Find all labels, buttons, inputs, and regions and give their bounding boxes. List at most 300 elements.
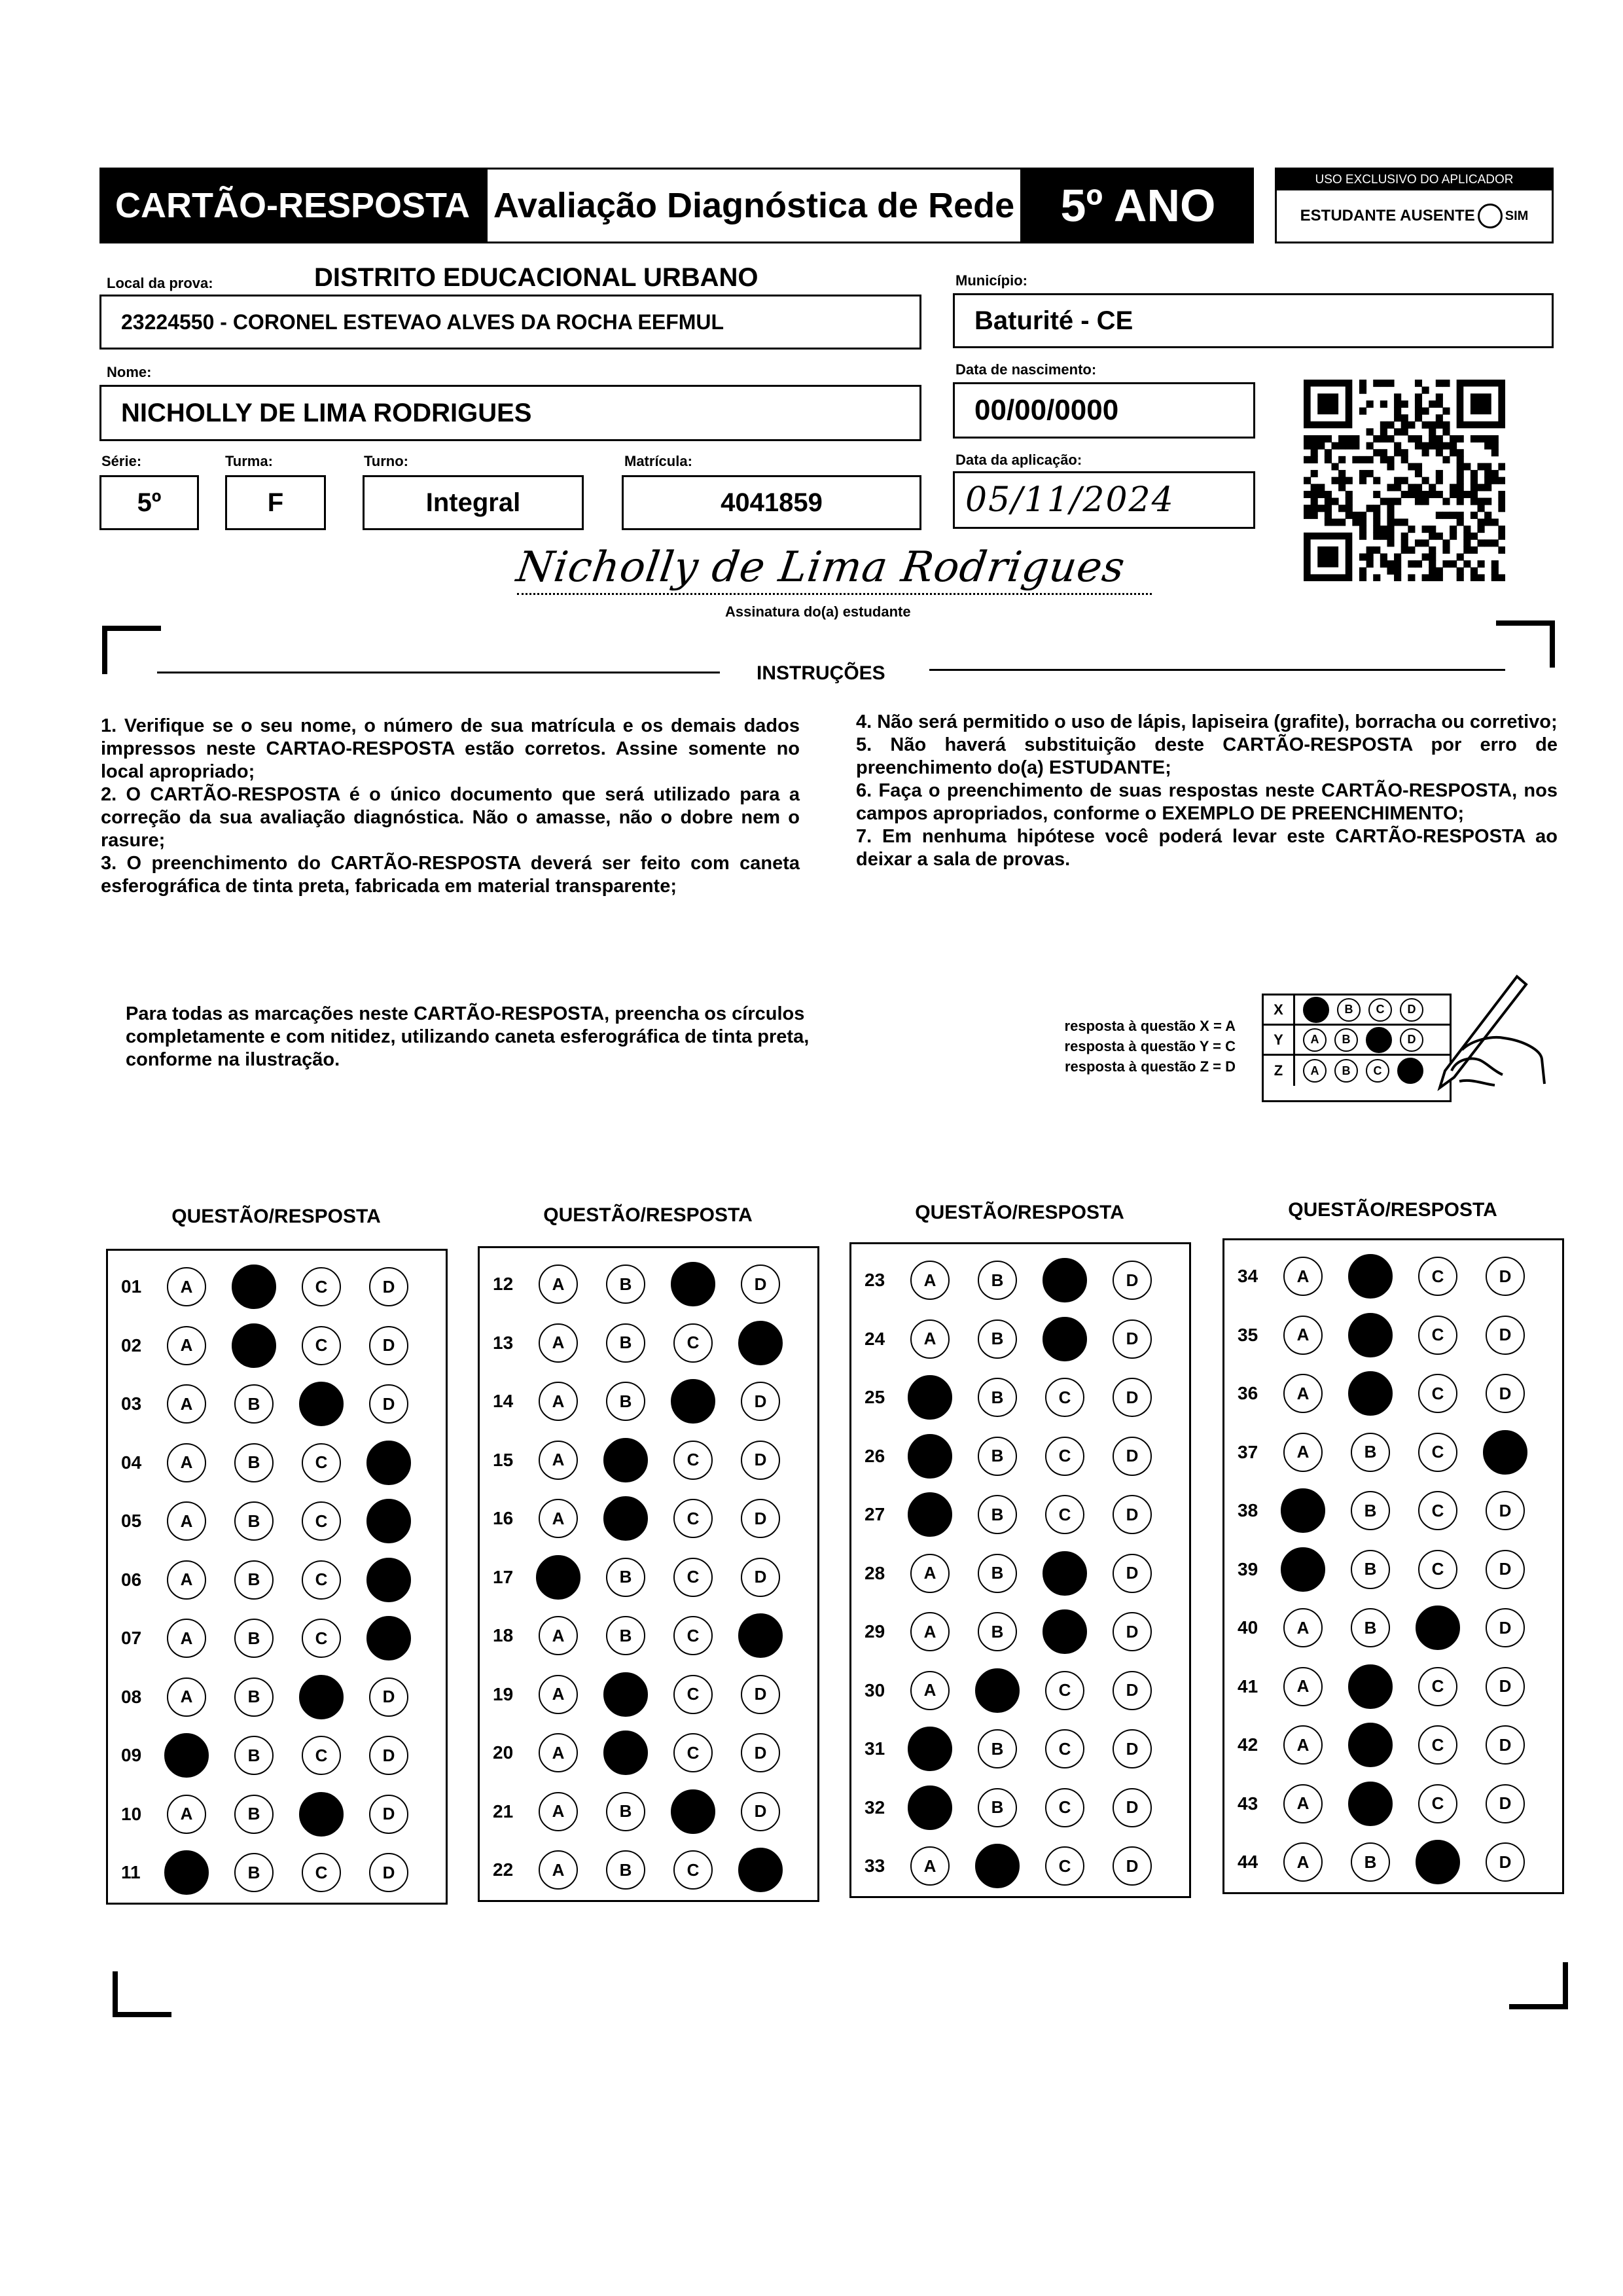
qr-module — [1366, 442, 1374, 450]
answer-bubble-a[interactable]: A — [910, 1671, 950, 1710]
answer-bubble-b[interactable]: B — [234, 1560, 274, 1600]
answer-bubble-a[interactable]: A — [910, 1261, 950, 1300]
qr-module — [1478, 463, 1485, 470]
answer-bubble-a[interactable]: A — [1283, 1374, 1323, 1413]
answer-bubble-d[interactable]: D — [1486, 1725, 1525, 1765]
answer-bubble-a[interactable]: A — [167, 1677, 206, 1717]
qr-module — [1394, 407, 1401, 414]
answer-bubble-c[interactable]: C — [673, 1499, 713, 1538]
answer-bubble-b[interactable] — [1348, 1371, 1393, 1416]
answer-bubble-b[interactable] — [1348, 1313, 1393, 1357]
qr-module — [1429, 484, 1436, 491]
answer-bubble-d[interactable]: D — [369, 1384, 408, 1424]
qr-module — [1387, 518, 1394, 526]
qr-module — [1478, 574, 1485, 581]
answer-bubble-b[interactable] — [1348, 1782, 1393, 1826]
qr-module — [1498, 526, 1505, 533]
card-title: CARTÃO-RESPOSTA — [99, 168, 486, 243]
answer-bubble-a[interactable] — [164, 1733, 209, 1778]
question-row — [108, 1498, 446, 1544]
answer-bubble-b[interactable] — [1348, 1723, 1393, 1767]
answer-bubble-a[interactable]: A — [910, 1612, 950, 1651]
answer-bubble-c[interactable] — [299, 1675, 344, 1719]
answer-bubble-b[interactable]: B — [234, 1384, 274, 1424]
answer-bubble-c[interactable] — [1043, 1258, 1087, 1302]
qr-module — [1442, 512, 1450, 519]
answer-bubble-a[interactable]: A — [167, 1443, 206, 1482]
answer-bubble-a[interactable]: A — [910, 1319, 950, 1359]
answer-bubble-b[interactable]: B — [234, 1677, 274, 1717]
qr-module — [1401, 428, 1408, 435]
instructions-rule-right — [929, 669, 1505, 671]
answer-bubble-d[interactable]: D — [1113, 1846, 1152, 1886]
answer-bubble-d[interactable]: D — [369, 1736, 408, 1775]
answer-bubble-a[interactable]: A — [539, 1850, 578, 1890]
aplicacao-label: Data da aplicação: — [955, 452, 1082, 468]
qr-module — [1491, 442, 1499, 450]
answer-bubble-d[interactable]: D — [369, 1326, 408, 1365]
question-row — [108, 1440, 446, 1486]
qr-module — [1457, 554, 1464, 561]
qr-module — [1338, 484, 1346, 491]
answer-bubble-d[interactable]: D — [1486, 1316, 1525, 1355]
qr-module — [1457, 470, 1464, 477]
answer-bubble-a[interactable] — [536, 1555, 580, 1600]
answer-bubble-c[interactable]: C — [302, 1501, 341, 1541]
nascimento-field[interactable]: 00/00/0000 — [953, 382, 1255, 439]
qr-module — [1366, 554, 1374, 561]
answer-bubble-d[interactable]: D — [1486, 1842, 1525, 1882]
answer-bubble-b[interactable]: B — [1351, 1842, 1390, 1882]
answer-bubble-a[interactable] — [164, 1850, 209, 1895]
qr-module — [1442, 380, 1450, 387]
answer-bubble-b[interactable]: B — [978, 1319, 1017, 1359]
answer-bubble-c[interactable] — [671, 1262, 715, 1306]
question-row — [1224, 1312, 1562, 1358]
aplicacao-field[interactable]: 05/11/2024 — [953, 471, 1255, 529]
answer-bubble-b[interactable]: B — [1351, 1491, 1390, 1530]
answer-bubble-c[interactable] — [671, 1379, 715, 1424]
answer-bubble-a[interactable] — [908, 1727, 952, 1771]
qr-module — [1463, 463, 1471, 470]
answer-bubble-d[interactable]: D — [1486, 1667, 1525, 1706]
answer-bubble-b[interactable]: B — [606, 1265, 645, 1304]
answer-column-3 — [849, 1242, 1191, 1898]
answer-bubble-d[interactable]: D — [1113, 1495, 1152, 1534]
answer-bubble-a[interactable]: A — [1283, 1608, 1323, 1647]
answer-bubble-b[interactable]: B — [606, 1850, 645, 1890]
answer-bubble-b[interactable]: B — [978, 1729, 1017, 1768]
answer-bubble-d[interactable]: D — [741, 1265, 780, 1304]
answer-bubble-b[interactable] — [1348, 1664, 1393, 1709]
answer-bubble-a[interactable]: A — [539, 1441, 578, 1480]
qr-module — [1457, 463, 1464, 470]
answer-bubble-a[interactable]: A — [539, 1265, 578, 1304]
qr-module — [1415, 498, 1422, 505]
qr-module — [1373, 512, 1380, 519]
answer-column-2 — [478, 1246, 819, 1902]
answer-bubble-c[interactable]: C — [1418, 1784, 1457, 1823]
turno-field[interactable]: Integral — [363, 475, 584, 530]
answer-bubble-d[interactable] — [366, 1558, 411, 1602]
qr-module — [1415, 407, 1422, 414]
qr-module — [1429, 574, 1436, 581]
qr-module — [1325, 435, 1332, 442]
qr-module — [1401, 533, 1408, 540]
qr-module — [1359, 380, 1366, 387]
answer-bubble-b[interactable]: B — [606, 1382, 645, 1421]
answer-bubble-a[interactable]: A — [539, 1499, 578, 1538]
answer-bubble-d[interactable]: D — [1113, 1612, 1152, 1651]
answer-bubble-b[interactable]: B — [1351, 1608, 1390, 1647]
qr-module — [1436, 414, 1443, 422]
question-row — [480, 1378, 817, 1424]
answer-bubble-c[interactable]: C — [302, 1560, 341, 1600]
question-row — [1224, 1781, 1562, 1827]
example-row-label: X — [1264, 996, 1295, 1024]
answer-bubble-c[interactable] — [671, 1789, 715, 1834]
answer-bubble-d[interactable] — [1483, 1430, 1527, 1475]
answer-bubble-a[interactable]: A — [167, 1501, 206, 1541]
qr-module — [1359, 567, 1366, 575]
answer-bubble-b[interactable]: B — [978, 1554, 1017, 1593]
answer-bubble-c[interactable]: C — [1418, 1725, 1457, 1765]
instruction-7: 7. Em nenhuma hipótese você poderá levar este CARTÃO-RESPOSTA ao deixar a sala de provas. — [856, 826, 1558, 870]
answer-bubble-d[interactable]: D — [1113, 1554, 1152, 1593]
answer-bubble-c[interactable]: C — [1418, 1316, 1457, 1355]
answer-bubble-d[interactable]: D — [741, 1382, 780, 1421]
answer-bubble-c[interactable]: C — [1418, 1257, 1457, 1296]
qr-module — [1304, 435, 1311, 442]
answer-bubble-c[interactable]: C — [1418, 1667, 1457, 1706]
qr-module — [1373, 547, 1380, 554]
answer-bubble-c[interactable]: C — [673, 1616, 713, 1655]
answer-bubble-a[interactable]: A — [1283, 1725, 1323, 1765]
qr-module — [1338, 518, 1346, 526]
qr-module — [1478, 498, 1485, 505]
answer-bubble-c[interactable] — [1416, 1605, 1460, 1650]
answer-column-1 — [106, 1249, 448, 1905]
answer-bubble-a[interactable]: A — [167, 1619, 206, 1658]
qr-module — [1429, 567, 1436, 575]
instructions-left — [101, 715, 800, 898]
answer-bubble-a[interactable]: A — [1283, 1257, 1323, 1296]
answer-bubble-c[interactable]: C — [1418, 1374, 1457, 1413]
qr-module — [1408, 574, 1415, 581]
answer-bubble-c[interactable]: C — [1045, 1495, 1084, 1534]
qr-module — [1478, 518, 1485, 526]
answer-bubble-b[interactable]: B — [606, 1323, 645, 1363]
answer-bubble-d[interactable]: D — [1113, 1261, 1152, 1300]
grade-title: 5º ANO — [1022, 168, 1254, 243]
answer-bubble-a[interactable] — [1281, 1547, 1325, 1592]
qr-module — [1338, 442, 1346, 450]
answer-bubble-a[interactable] — [908, 1434, 952, 1479]
answer-bubble-d[interactable]: D — [369, 1853, 408, 1892]
qr-module — [1346, 512, 1353, 519]
qr-module — [1436, 477, 1443, 484]
example-line-x: resposta à questão X = A — [1064, 1018, 1236, 1034]
qr-module — [1346, 498, 1353, 505]
answer-bubble-b[interactable] — [232, 1265, 276, 1309]
qr-module — [1380, 554, 1387, 561]
answer-bubble-a[interactable]: A — [539, 1675, 578, 1714]
answer-bubble-b[interactable]: B — [234, 1853, 274, 1892]
answer-bubble-a[interactable] — [908, 1492, 952, 1537]
municipio-field[interactable]: Baturité - CE — [953, 293, 1554, 348]
answer-bubble-c[interactable]: C — [1418, 1433, 1457, 1472]
matricula-field[interactable]: 4041859 — [622, 475, 921, 530]
answer-bubble-a[interactable]: A — [167, 1326, 206, 1365]
answer-bubble-d[interactable]: D — [369, 1677, 408, 1717]
qr-module — [1415, 470, 1422, 477]
qr-module — [1394, 477, 1401, 484]
answer-bubble-c[interactable]: C — [673, 1441, 713, 1480]
question-number: 39 — [1238, 1558, 1258, 1579]
answer-bubble-a[interactable]: A — [167, 1560, 206, 1600]
question-number: 27 — [865, 1504, 885, 1524]
answer-bubble-b[interactable]: B — [978, 1437, 1017, 1476]
answer-bubble-b[interactable]: B — [606, 1616, 645, 1655]
qr-module — [1429, 401, 1436, 408]
answer-bubble-d[interactable]: D — [1486, 1608, 1525, 1647]
answer-bubble-c[interactable]: C — [673, 1850, 713, 1890]
answer-bubble-d[interactable]: D — [369, 1795, 408, 1834]
qr-module — [1463, 560, 1471, 567]
answer-bubble-d[interactable]: D — [1486, 1784, 1525, 1823]
answer-bubble-d[interactable]: D — [1486, 1550, 1525, 1589]
answer-bubble-b[interactable]: B — [234, 1443, 274, 1482]
school-field[interactable]: 23224550 - CORONEL ESTEVAO ALVES DA ROCHA EEFMUL — [99, 295, 921, 350]
answer-bubble-b[interactable]: B — [234, 1795, 274, 1834]
answer-bubble-a[interactable]: A — [1283, 1433, 1323, 1472]
question-row — [851, 1551, 1189, 1596]
qr-module — [1491, 539, 1499, 547]
answer-bubble-b[interactable]: B — [978, 1495, 1017, 1534]
answer-bubble-a[interactable]: A — [539, 1733, 578, 1772]
answer-bubble-c[interactable]: C — [1045, 1846, 1084, 1886]
answer-bubble-b[interactable]: B — [234, 1501, 274, 1541]
qr-module — [1401, 449, 1408, 456]
answer-bubble-b[interactable] — [603, 1438, 648, 1482]
answer-bubble-b[interactable]: B — [606, 1792, 645, 1831]
answer-bubble-d[interactable] — [366, 1441, 411, 1485]
answer-bubble-d[interactable]: D — [1113, 1319, 1152, 1359]
answer-bubble-a[interactable]: A — [167, 1795, 206, 1834]
answer-bubble-c[interactable]: C — [1418, 1550, 1457, 1589]
answer-bubble-a[interactable]: A — [1283, 1316, 1323, 1355]
answer-bubble-c[interactable] — [299, 1792, 344, 1837]
answer-bubble-c[interactable] — [299, 1382, 344, 1426]
answer-bubble-d[interactable]: D — [741, 1499, 780, 1538]
answer-bubble-b[interactable] — [603, 1496, 648, 1541]
question-row — [108, 1791, 446, 1837]
answer-bubble-a[interactable]: A — [910, 1554, 950, 1593]
answer-bubble-c[interactable] — [1043, 1317, 1087, 1361]
qr-module — [1408, 526, 1415, 533]
answer-bubble-a[interactable]: A — [539, 1616, 578, 1655]
answer-bubble-c[interactable]: C — [1418, 1491, 1457, 1530]
answer-bubble-c[interactable]: C — [1045, 1729, 1084, 1768]
example-bubble-b: B — [1334, 1028, 1358, 1052]
question-row — [108, 1615, 446, 1661]
question-number: 13 — [493, 1332, 514, 1353]
qr-module — [1415, 463, 1422, 470]
question-number: 09 — [121, 1745, 142, 1765]
question-number: 01 — [121, 1276, 142, 1297]
answer-bubble-b[interactable] — [603, 1672, 648, 1717]
absent-yes-label: SIM — [1505, 208, 1529, 223]
answer-bubble-a[interactable] — [1281, 1488, 1325, 1533]
answer-bubble-b[interactable]: B — [1351, 1550, 1390, 1589]
absent-checkbox[interactable] — [1478, 204, 1503, 228]
answer-bubble-d[interactable]: D — [369, 1267, 408, 1306]
answer-bubble-d[interactable]: D — [1113, 1437, 1152, 1476]
example-row — [1264, 1026, 1450, 1056]
qr-module — [1325, 449, 1332, 456]
answer-bubble-a[interactable]: A — [910, 1846, 950, 1886]
question-number: 04 — [121, 1452, 142, 1473]
qr-module — [1366, 547, 1374, 554]
answer-bubble-a[interactable] — [908, 1375, 952, 1420]
answer-bubble-c[interactable]: C — [302, 1267, 341, 1306]
qr-module — [1415, 491, 1422, 498]
answer-bubble-a[interactable]: A — [167, 1267, 206, 1306]
answer-bubble-b[interactable]: B — [606, 1558, 645, 1597]
qr-module — [1422, 526, 1429, 533]
nome-field[interactable]: NICHOLLY DE LIMA RODRIGUES — [99, 385, 921, 441]
qr-module — [1380, 456, 1387, 463]
answer-bubble-c[interactable]: C — [1045, 1378, 1084, 1417]
qr-module — [1338, 477, 1346, 484]
question-number: 20 — [493, 1742, 514, 1763]
answer-bubble-b[interactable] — [975, 1844, 1020, 1888]
qr-module — [1436, 470, 1443, 477]
answer-bubble-c[interactable]: C — [673, 1733, 713, 1772]
qr-module — [1387, 422, 1394, 429]
answer-bubble-b[interactable] — [975, 1668, 1020, 1713]
answer-bubble-a[interactable]: A — [1283, 1842, 1323, 1882]
answer-bubble-c[interactable]: C — [302, 1736, 341, 1775]
answer-bubble-b[interactable]: B — [234, 1736, 274, 1775]
answer-bubble-d[interactable]: D — [1113, 1729, 1152, 1768]
answer-bubble-b[interactable]: B — [1351, 1433, 1390, 1472]
qr-module — [1457, 491, 1464, 498]
answer-bubble-a[interactable]: A — [167, 1384, 206, 1424]
answer-bubble-c[interactable] — [1043, 1609, 1087, 1654]
answer-bubble-a[interactable] — [908, 1785, 952, 1830]
answer-bubble-d[interactable]: D — [741, 1558, 780, 1597]
qr-module — [1325, 518, 1332, 526]
qr-module — [1380, 533, 1387, 540]
qr-module — [1317, 442, 1325, 450]
qr-module — [1471, 574, 1478, 581]
answer-bubble-b[interactable]: B — [234, 1619, 274, 1658]
qr-module — [1387, 380, 1394, 387]
answer-bubble-d[interactable] — [366, 1499, 411, 1543]
qr-module — [1394, 449, 1401, 456]
answer-bubble-d[interactable]: D — [1113, 1378, 1152, 1417]
answer-bubble-b[interactable]: B — [978, 1788, 1017, 1827]
qr-module — [1394, 393, 1401, 401]
answer-bubble-c[interactable] — [1043, 1551, 1087, 1596]
qr-module — [1380, 422, 1387, 429]
answer-bubble-c[interactable]: C — [1045, 1788, 1084, 1827]
qr-module — [1457, 518, 1464, 526]
question-number: 03 — [121, 1393, 142, 1414]
district-name: DISTRITO EDUCACIONAL URBANO — [314, 263, 758, 292]
serie-field[interactable]: 5º — [99, 475, 199, 530]
answer-bubble-d[interactable]: D — [741, 1792, 780, 1831]
qr-module — [1436, 435, 1443, 442]
answer-bubble-c[interactable]: C — [673, 1558, 713, 1597]
answer-bubble-c[interactable]: C — [302, 1619, 341, 1658]
answer-bubble-b[interactable]: B — [978, 1612, 1017, 1651]
answer-bubble-c[interactable]: C — [1045, 1437, 1084, 1476]
answer-bubble-b[interactable]: B — [978, 1261, 1017, 1300]
answer-bubble-d[interactable] — [738, 1321, 783, 1365]
turma-field[interactable]: F — [225, 475, 326, 530]
question-row — [851, 1785, 1189, 1831]
answer-bubble-b[interactable] — [232, 1323, 276, 1368]
qr-module — [1457, 477, 1464, 484]
answer-bubble-d[interactable]: D — [1486, 1257, 1525, 1296]
qr-module — [1373, 449, 1380, 456]
applicator-box — [1275, 168, 1554, 243]
answer-bubble-a[interactable]: A — [1283, 1667, 1323, 1706]
answer-bubble-d[interactable] — [738, 1848, 783, 1892]
qr-module — [1311, 491, 1318, 498]
answer-bubble-a[interactable]: A — [539, 1792, 578, 1831]
answer-bubble-d[interactable]: D — [741, 1441, 780, 1480]
example-bubble-d: D — [1400, 998, 1423, 1022]
qr-module — [1304, 456, 1311, 463]
answer-bubble-d[interactable]: D — [1486, 1374, 1525, 1413]
instructions-right — [856, 711, 1558, 871]
answer-bubble-d[interactable] — [738, 1613, 783, 1658]
qr-module — [1484, 442, 1491, 450]
answer-bubble-d[interactable]: D — [1113, 1671, 1152, 1710]
qr-module — [1359, 526, 1366, 533]
qr-module — [1304, 505, 1311, 512]
answer-bubble-c[interactable]: C — [673, 1675, 713, 1714]
answer-bubble-d[interactable]: D — [1486, 1491, 1525, 1530]
answer-bubble-b[interactable]: B — [978, 1378, 1017, 1417]
qr-module — [1359, 407, 1366, 414]
answer-bubble-b[interactable] — [1348, 1254, 1393, 1299]
answer-bubble-a[interactable]: A — [1283, 1784, 1323, 1823]
answer-bubble-c[interactable]: C — [302, 1443, 341, 1482]
answer-bubble-c[interactable] — [1416, 1840, 1460, 1884]
qr-module — [1346, 442, 1353, 450]
answer-bubble-d[interactable]: D — [741, 1675, 780, 1714]
answer-bubble-d[interactable] — [366, 1616, 411, 1660]
answer-bubble-d[interactable]: D — [741, 1733, 780, 1772]
answer-bubble-a[interactable]: A — [539, 1323, 578, 1363]
qr-module — [1380, 428, 1387, 435]
answer-bubble-d[interactable]: D — [1113, 1788, 1152, 1827]
qr-module — [1450, 491, 1457, 498]
answer-bubble-b[interactable] — [603, 1731, 648, 1775]
answer-bubble-c[interactable]: C — [1045, 1671, 1084, 1710]
answer-bubble-c[interactable]: C — [302, 1853, 341, 1892]
example-row-label: Z — [1264, 1056, 1295, 1086]
answer-bubble-c[interactable]: C — [302, 1326, 341, 1365]
qr-module — [1429, 422, 1436, 429]
answer-bubble-a[interactable]: A — [539, 1382, 578, 1421]
example-line-z: resposta à questão Z = D — [1064, 1058, 1236, 1075]
answer-bubble-c[interactable]: C — [673, 1323, 713, 1363]
